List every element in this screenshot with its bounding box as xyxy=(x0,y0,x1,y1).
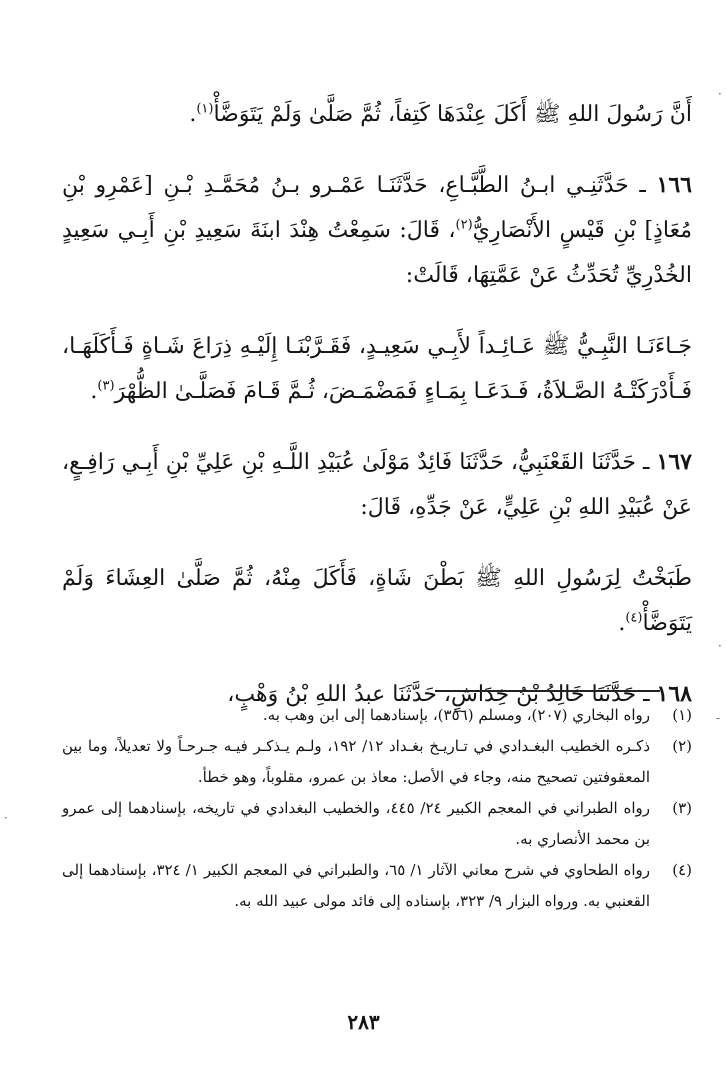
page-number: ٢٨٣ xyxy=(347,1010,380,1034)
footnote-4 xyxy=(62,855,692,917)
text-run: ، قَالَ: سَمِعْتُ هِنْدَ ابنَةَ سَعِيدِ بْنِ أَبِـي سَعِيدٍ الخُدْرِيِّ تُحَدِّثُ عَنْ عَمَّتِهَا، قَالَتْ: xyxy=(62,218,692,288)
text-run: ـ حَدَّثَنَا خَالِدُ بْنُ خِدَاشٍ، حَدَّثَنَا عبدُ اللهِ بْنُ وَهْبٍ، xyxy=(227,682,657,707)
hadith-number-168: ١٦٨ xyxy=(656,681,692,707)
main-text xyxy=(62,92,692,717)
hadith-number-167: ١٦٧ xyxy=(656,449,692,475)
footnote-number: (٣) xyxy=(672,799,692,817)
footnote-divider xyxy=(435,690,660,692)
footnote-ref-3[interactable]: (٣) xyxy=(97,378,115,394)
footnote-2 xyxy=(62,731,692,793)
scan-mark: · xyxy=(4,811,8,825)
text-run: ـ حَدَّثَنَا القَعْنَبِيُّ، حَدَّثَنَا فَائِدٌ مَوْلَىٰ عُبَيْدِ اللَّـهِ بْنِ عَلِيِّ بْنِ أَبِـي رَافِـعٍ، عَنْ عُبَيْدِ اللهِ بْنِ عَلِيٍّ، عَنْ جَدِّهِ، قَالَ: xyxy=(62,450,692,520)
paragraph-hadith-167-matn xyxy=(62,556,692,646)
footnote-ref-1[interactable]: (١) xyxy=(196,101,214,117)
text-run: أَنَّ رَسُولَ اللهِ ﷺ أَكَلَ عِنْدَهَا كَتِفاً، ثُمَّ صَلَّىٰ وَلَمْ يَتَوَضَّأْ xyxy=(213,102,692,127)
footnote-number: (٤) xyxy=(672,861,692,879)
text-run: . xyxy=(90,379,98,404)
footnote-text: رواه البخاري (٢٠٧)، ومسلم (٣٥٦)، بإسنادهما إلى ابن وهب به. xyxy=(262,706,650,724)
paragraph-hadith-166 xyxy=(62,163,692,298)
footnote-text: رواه الطبراني في المعجم الكبير ٢٤/ ٤٤٥، والخطيب البغدادي في تاريخه، بإسنادهما إلى عمرو بن محمد الأنصاري به. xyxy=(62,799,650,848)
footnote-ref-4[interactable]: (٤) xyxy=(625,610,643,626)
footnote-1 xyxy=(62,700,692,731)
text-run: طَبَخْتُ لِرَسُولِ اللهِ ﷺ بَطْنَ شَاةٍ، فَأَكَلَ مِنْهُ، ثُمَّ صَلَّىٰ العِشَاءَ وَلَمْ يَتَوَضَّأْ xyxy=(62,566,692,636)
scan-mark: - xyxy=(716,711,721,725)
hadith-number-166: ١٦٦ xyxy=(656,172,692,198)
text-run: . xyxy=(189,102,197,127)
paragraph-hadith-165-ending xyxy=(62,92,692,137)
footnote-number: (١) xyxy=(672,706,692,724)
footnote-text: ذكـره الخطيب البغـدادي في تـاريـخ بغـداد ١٢/ ١٩٢، ولـم يـذكـر فيـه جـرحـاً ولا تعديلاً، وما بين المعقوفتين تصحيح منه، وجاء في الأصل: معاذ بن عمرو، مقلوباً، وهو خطأ. xyxy=(62,737,650,786)
footnote-number: (٢) xyxy=(672,737,692,755)
text-run: جَـاءَنَـا النَّبِـيُّ ﷺ عَـائِـداً لأَبِـي سَعِيـدٍ، فَقَـرَّبْنَـا إِلَيْـهِ ذِرَاعَ شَـاةٍ فَـأَكَلَهَـا، فَـأَدْرَكَتْـهُ الصَّـلاَةُ، فَـدَعَـا بِمَـاءٍ فَمَضْمَـضَ، ثُـمَّ قَـامَ فَصَلَّـىٰ الظُّهْرَ xyxy=(62,334,692,404)
paragraph-hadith-166-matn xyxy=(62,324,692,414)
text-run: ـ حَدَّثَنِـي ابـنُ الطَّبَّـاعِ، حَدَّثَنَـا عَمْـرو بـنُ مُحَمَّـدِ بْـنِ [عَمْرِو بْنِ مُعَاذٍ] بْنِ قَيْسٍ الأَنْصَارِيُّ xyxy=(62,173,692,243)
footnote-ref-2[interactable]: (٢) xyxy=(455,217,473,233)
text-run: . xyxy=(618,611,626,636)
scan-mark: · xyxy=(718,639,722,653)
footnotes xyxy=(62,700,692,917)
footnote-text: رواه الطحاوي في شرح معاني الآثار ١/ ٦٥، والطبراني في المعجم الكبير ١/ ٣٢٤، بإسنادهما إلى القعنبي به. ورواه البزار ٩/ ٣٢٣، بإسناده إلى فائد مولى عبيد الله به. xyxy=(62,861,650,910)
scan-mark: · xyxy=(718,87,722,101)
paragraph-hadith-167 xyxy=(62,440,692,530)
footnote-3 xyxy=(62,793,692,855)
